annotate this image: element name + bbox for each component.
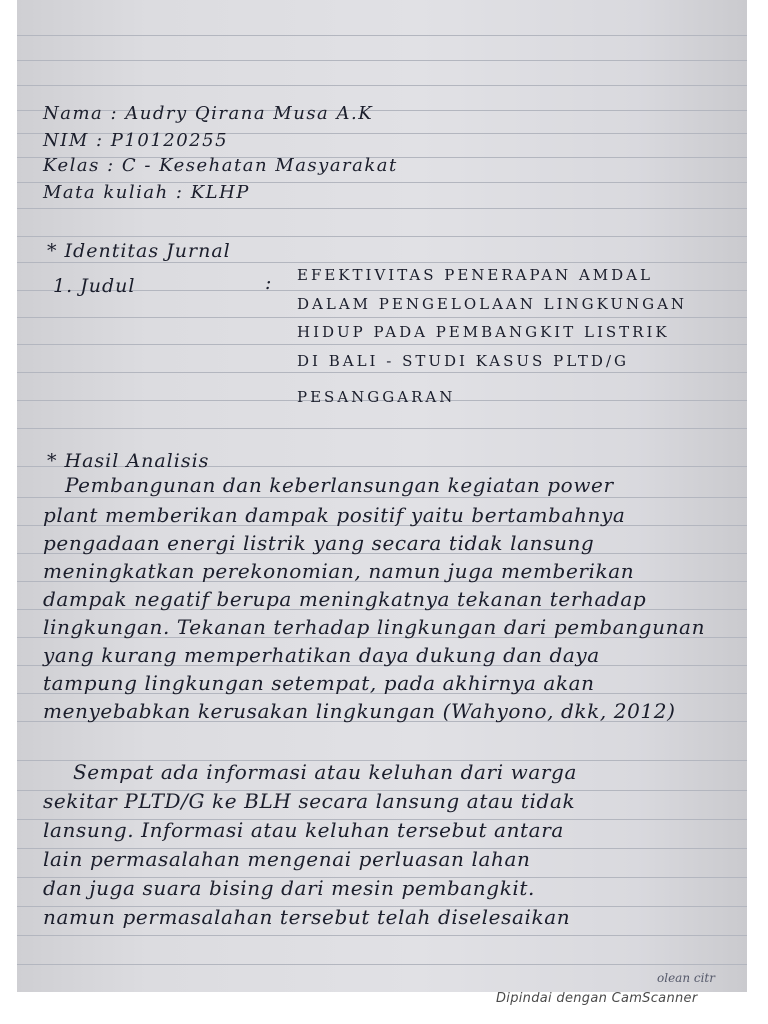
student-name: Nama : Audry Qirana Musa A.K	[43, 103, 374, 124]
ruled-line	[17, 428, 747, 429]
analysis-line: dan juga suara bising dari mesin pembangkit.	[43, 876, 536, 900]
analysis-line: Sempat ada informasi atau keluhan dari warga	[73, 760, 577, 784]
analysis-line: namun permasalahan tersebut telah diselesaikan	[43, 905, 571, 929]
analysis-line: yang kurang memperhatikan daya dukung dan daya	[43, 643, 600, 667]
ruled-line	[17, 35, 747, 36]
judul-label: 1. Judul	[53, 275, 136, 297]
ruled-line	[17, 208, 747, 209]
journal-title-line: PESANGGARAN	[297, 388, 456, 406]
ruled-line	[17, 85, 747, 86]
ruled-line	[17, 497, 747, 498]
journal-title-line: EFEKTIVITAS PENERAPAN AMDAL	[297, 266, 653, 284]
ruled-line	[17, 964, 747, 965]
student-class: Kelas : C - Kesehatan Masyarakat	[43, 155, 398, 176]
journal-title-line: HIDUP PADA PEMBANGKIT LISTRIK	[297, 323, 670, 341]
analysis-line: meningkatkan perekonomian, namun juga memberikan	[43, 559, 635, 583]
ruled-line	[17, 236, 747, 237]
ruled-line	[17, 935, 747, 936]
analysis-line: menyebabkan kerusakan lingkungan (Wahyono, dkk, 2012)	[43, 699, 676, 723]
analysis-line: dampak negatif berupa meningkatnya tekanan terhadap	[43, 587, 647, 611]
identitas-heading: * Identitas Jurnal	[47, 240, 231, 262]
analysis-line: sekitar PLTD/G ke BLH secara lansung atau tidak	[43, 789, 576, 813]
judul-colon: :	[265, 272, 273, 294]
analysis-line: pengadaan energi listrik yang secara tidak lansung	[43, 531, 595, 555]
analysis-line: lain permasalahan mengenai perluasan lahan	[43, 847, 531, 871]
faded-scribble: olean citr	[657, 971, 715, 985]
analysis-line: tampung lingkungan setempat, pada akhirnya akan	[43, 671, 595, 695]
analysis-line: lingkungan. Tekanan terhadap lingkungan dari pembangunan	[43, 615, 706, 639]
ruled-line	[17, 262, 747, 263]
ruled-line	[17, 317, 747, 318]
analysis-line: lansung. Informasi atau keluhan tersebut antara	[43, 818, 564, 842]
notebook-page	[17, 0, 747, 992]
ruled-line	[17, 344, 747, 345]
ruled-line	[17, 60, 747, 61]
scanner-watermark: Dipindai dengan CamScanner	[496, 991, 698, 1006]
analysis-line: Pembangunan dan keberlansungan kegiatan power	[65, 473, 614, 497]
journal-title-line: DALAM PENGELOLAAN LINGKUNGAN	[297, 295, 688, 313]
analysis-line: plant memberikan dampak positif yaitu bertambahnya	[43, 503, 626, 527]
journal-title-line: DI BALI - STUDI KASUS PLTD/G	[297, 352, 629, 370]
student-nim: NIM : P10120255	[43, 130, 229, 151]
analisis-heading: * Hasil Analisis	[47, 450, 210, 472]
course-name: Mata kuliah : KLHP	[43, 182, 250, 203]
ruled-line	[17, 372, 747, 373]
